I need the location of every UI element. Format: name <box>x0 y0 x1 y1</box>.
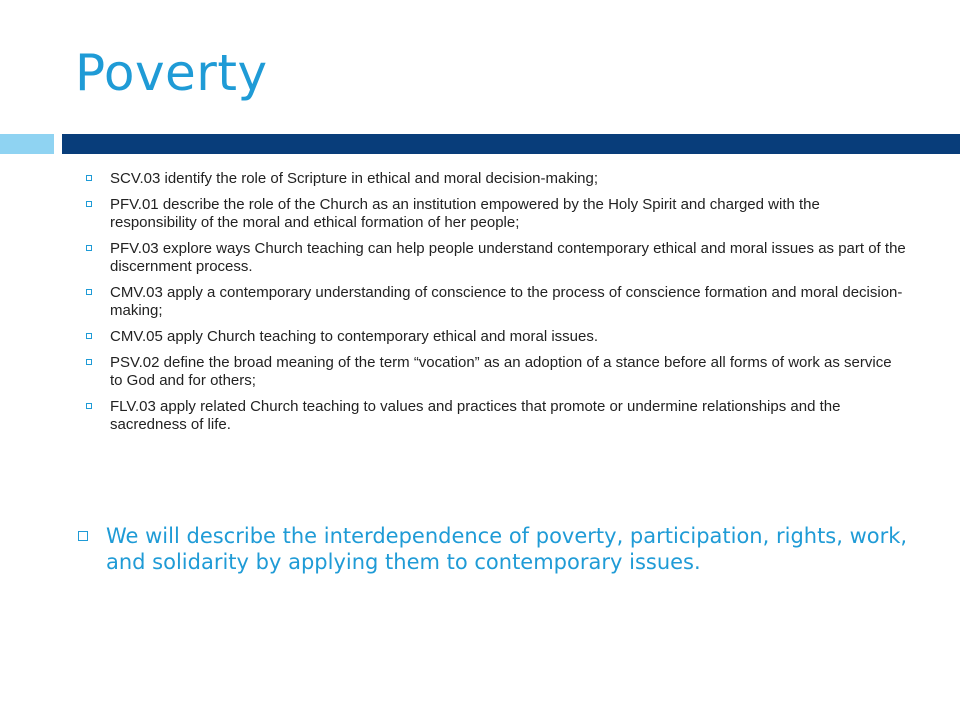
summary-point <box>78 523 916 575</box>
objective-text: CMV.03 apply a contemporary understanding of conscience to the process of conscience formation and moral decision-making; <box>110 284 903 319</box>
accent-bar-light <box>0 134 54 154</box>
objective-text: CMV.05 apply Church teaching to contemporary ethical and moral issues. <box>110 328 599 345</box>
summary-text: We will describe the interdependence of poverty, participation, rights, work, and solidarity by applying them to contemporary issues. <box>106 524 908 574</box>
list-item <box>86 328 906 346</box>
square-bullet-icon <box>86 245 92 251</box>
objectives-list <box>86 170 906 442</box>
list-item <box>86 354 906 390</box>
objective-text: SCV.03 identify the role of Scripture in ethical and moral decision-making; <box>110 170 599 187</box>
square-bullet-icon <box>86 403 92 409</box>
list-item <box>86 196 906 232</box>
list-item <box>86 398 906 434</box>
square-bullet-icon <box>86 289 92 295</box>
objective-text: FLV.03 apply related Church teaching to values and practices that promote or undermine relationships and the sacredness of life. <box>110 398 841 433</box>
square-bullet-icon <box>78 531 88 541</box>
objective-text: PFV.01 describe the role of the Church as an institution empowered by the Holy Spirit and charged with the responsibility of the moral and ethical formation of her people; <box>110 196 820 231</box>
square-bullet-icon <box>86 201 92 207</box>
list-item <box>86 240 906 276</box>
accent-bar-dark <box>62 134 960 154</box>
square-bullet-icon <box>86 333 92 339</box>
square-bullet-icon <box>86 175 92 181</box>
objective-text: PSV.02 define the broad meaning of the term “vocation” as an adoption of a stance before all forms of work as service to God and for others; <box>110 354 892 389</box>
square-bullet-icon <box>86 359 92 365</box>
list-item <box>86 284 906 320</box>
list-item <box>86 170 906 188</box>
slide-title: Poverty <box>75 44 268 102</box>
objective-text: PFV.03 explore ways Church teaching can help people understand contemporary ethical and moral issues as part of the discernment process. <box>110 240 906 275</box>
